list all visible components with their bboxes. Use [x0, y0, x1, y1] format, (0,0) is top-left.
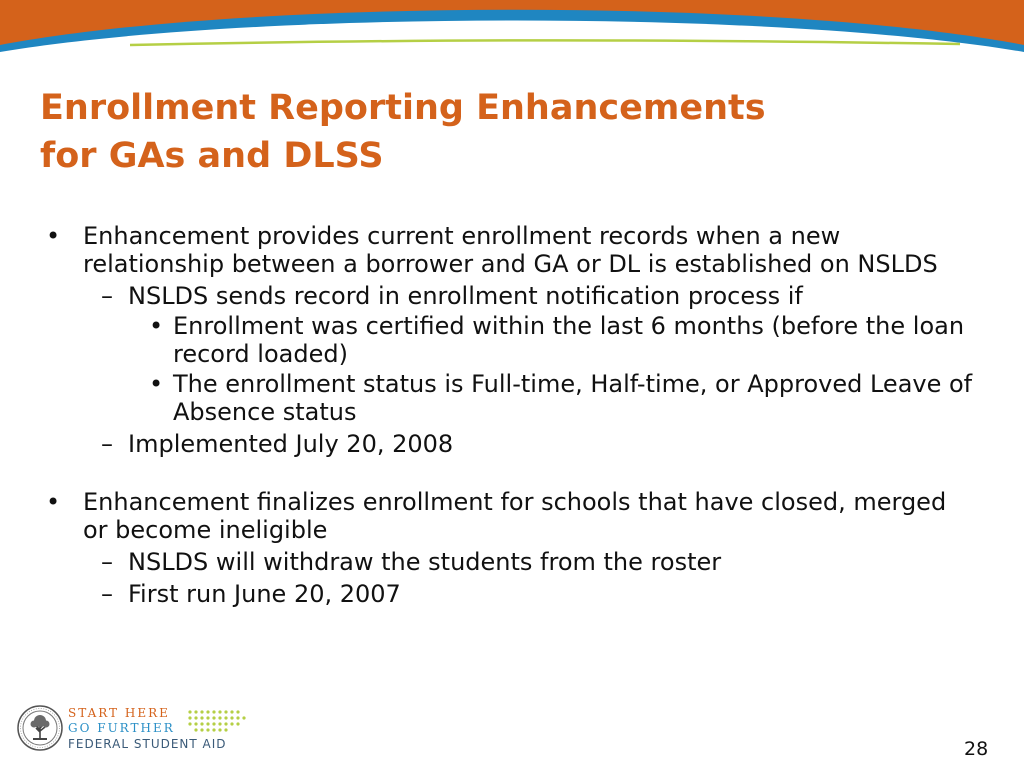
- bullet-item: [0, 222, 1024, 278]
- dash-marker: –: [101, 548, 113, 576]
- logo-start-here: START HERE: [68, 706, 170, 720]
- logo-dot-pattern-icon: [186, 708, 250, 738]
- bullet-text: Enhancement provides current enrollment records when a new relationship between a borrower and GA or DL is established on NSLDS: [83, 222, 938, 278]
- sub-bullet-text: NSLDS sends record in enrollment notification process if: [128, 282, 803, 310]
- logo-federal-student-aid: FEDERAL STUDENT AID: [68, 737, 227, 751]
- bullet-marker: •: [46, 222, 61, 250]
- bullet-text: Enhancement finalizes enrollment for schools that have closed, merged or become ineligible: [83, 488, 947, 544]
- slide-title: [40, 84, 940, 180]
- dash-marker: –: [101, 580, 113, 608]
- sub-bullet-text: Implemented July 20, 2008: [128, 430, 454, 458]
- sub-bullet-item: [0, 580, 1024, 608]
- sub-bullet-item: [0, 430, 1024, 458]
- dash-marker: –: [101, 282, 113, 310]
- title-line-1: Enrollment Reporting Enhancements: [40, 88, 766, 128]
- sub-bullet-item: [0, 548, 1024, 576]
- sub-bullet-text: First run June 20, 2007: [128, 580, 401, 608]
- sub-sub-bullet-text: The enrollment status is Full-time, Half-time, or Approved Leave of Absence status: [173, 370, 973, 426]
- bullet-item: [0, 488, 1024, 544]
- sub-sub-bullet-item: [0, 312, 1024, 368]
- department-seal-icon: [16, 704, 64, 752]
- sub-sub-bullet-text: Enrollment was certified within the last 6 months (before the loan record loaded): [173, 312, 965, 368]
- fsa-logo: [16, 702, 256, 758]
- spacer: [0, 458, 1024, 488]
- bullet-marker: •: [46, 488, 61, 516]
- sub-bullet-item: [0, 282, 1024, 310]
- header-banner: [0, 0, 1024, 60]
- title-line-2: for GAs and DLSS: [40, 136, 384, 176]
- sub-bullet-text: NSLDS will withdraw the students from the roster: [128, 548, 722, 576]
- bullet-marker: •: [149, 370, 164, 398]
- sub-sub-bullet-item: [0, 370, 1024, 426]
- dash-marker: –: [101, 430, 113, 458]
- bullet-list: [0, 222, 1024, 608]
- logo-go-further: GO FURTHER: [68, 721, 175, 735]
- bullet-marker: •: [149, 312, 164, 340]
- page-number: 28: [964, 738, 989, 760]
